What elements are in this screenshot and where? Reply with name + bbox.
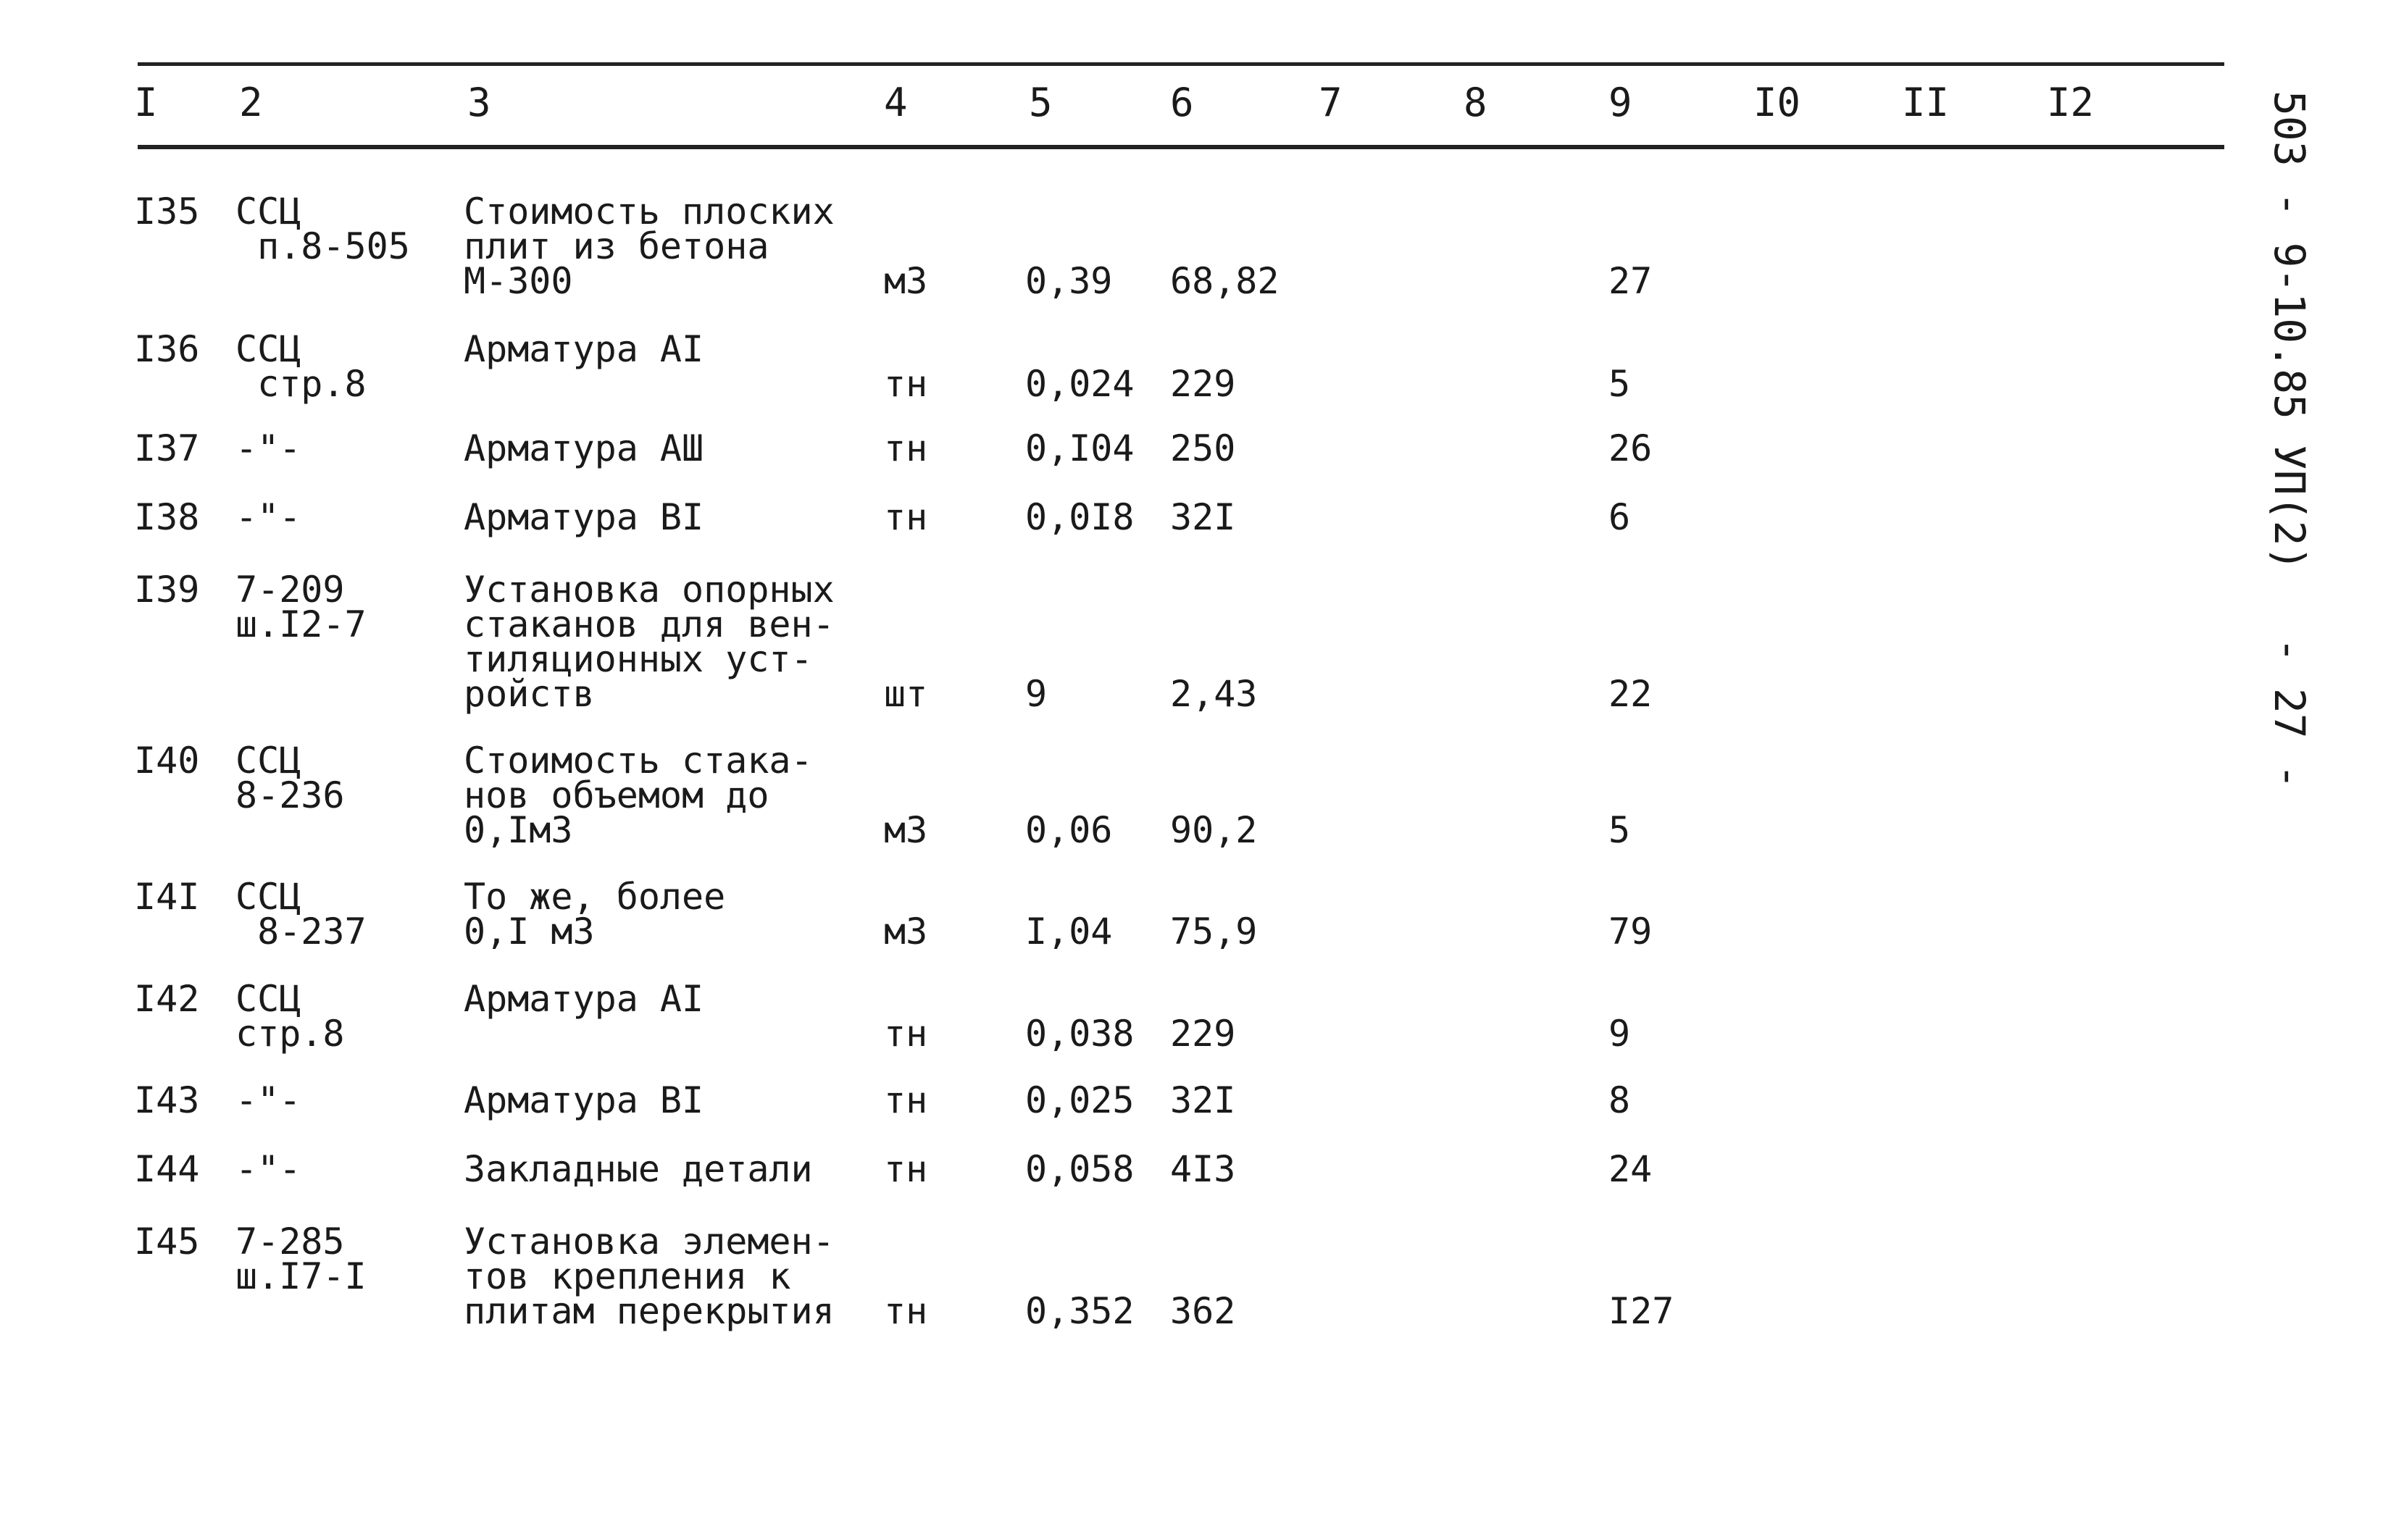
rate-reference: ССЦ стр.8	[235, 328, 367, 405]
total-cost: 27	[1608, 260, 1653, 302]
column-header-12: I2	[2047, 80, 2095, 125]
quantity: 0,025	[1025, 1079, 1135, 1121]
work-description: То же, более 0,I м3	[464, 876, 726, 953]
unit-price: 32I	[1170, 496, 1236, 538]
column-header-5: 5	[1029, 80, 1053, 125]
total-cost: 8	[1608, 1079, 1631, 1121]
work-description: Арматура ВI	[464, 1079, 704, 1121]
total-cost: 5	[1608, 809, 1631, 851]
unit: тн	[884, 1079, 928, 1121]
quantity: 9	[1025, 673, 1048, 715]
row-number: I43	[134, 1079, 200, 1121]
column-header-7: 7	[1319, 80, 1343, 125]
page-number: - 27 -	[2265, 637, 2314, 790]
work-description: Стоимость плоских плит из бетона М-300	[464, 191, 835, 302]
unit: м3	[884, 260, 928, 302]
unit-price: 4I3	[1170, 1148, 1236, 1190]
column-header-8: 8	[1464, 80, 1487, 125]
unit: тн	[884, 427, 928, 469]
row-number: I36	[134, 328, 200, 370]
unit: шт	[884, 673, 928, 715]
work-description: Арматура АШ	[464, 427, 704, 469]
row-number: I4I	[134, 876, 200, 918]
unit-price: 229	[1170, 1013, 1236, 1055]
column-header-11: II	[1902, 80, 1950, 125]
rate-reference: ССЦ п.8-505	[235, 191, 410, 267]
quantity: 0,352	[1025, 1290, 1135, 1332]
row-number: I38	[134, 496, 200, 538]
work-description: Арматура ВI	[464, 496, 704, 538]
total-cost: I27	[1608, 1290, 1674, 1332]
quantity: I,04	[1025, 911, 1113, 953]
row-number: I40	[134, 740, 200, 782]
column-header-6: 6	[1170, 80, 1194, 125]
unit-price: 68,82	[1170, 260, 1280, 302]
row-number: I42	[134, 978, 200, 1020]
work-description: Закладные детали	[464, 1148, 813, 1190]
rate-reference: ССЦ 8-236	[235, 740, 345, 816]
rate-reference: ССЦ 8-237	[235, 876, 367, 953]
quantity: 0,024	[1025, 363, 1135, 405]
rate-reference: 7-285 ш.I7-I	[235, 1221, 367, 1297]
row-number: I35	[134, 191, 200, 233]
total-cost: 79	[1608, 911, 1653, 953]
unit: тн	[884, 1013, 928, 1055]
unit: м3	[884, 911, 928, 953]
row-number: I44	[134, 1148, 200, 1190]
table-top-rule	[138, 62, 2224, 66]
total-cost: 24	[1608, 1148, 1653, 1190]
rate-reference: 7-209 ш.I2-7	[235, 569, 367, 645]
total-cost: 5	[1608, 363, 1631, 405]
unit-price: 250	[1170, 427, 1236, 469]
row-number: I45	[134, 1221, 200, 1263]
unit-price: 90,2	[1170, 809, 1258, 851]
work-description: Установка опорных стаканов для вен- тиляционных уст- ройств	[464, 569, 835, 715]
work-description: Арматура АI	[464, 978, 704, 1020]
quantity: 0,I04	[1025, 427, 1135, 469]
total-cost: 6	[1608, 496, 1631, 538]
table-header-rule	[138, 145, 2224, 149]
row-number: I39	[134, 569, 200, 611]
column-header-1: I	[134, 80, 158, 125]
total-cost: 22	[1608, 673, 1653, 715]
unit-price: 75,9	[1170, 911, 1258, 953]
unit-price: 32I	[1170, 1079, 1236, 1121]
column-header-3: 3	[467, 80, 491, 125]
total-cost: 26	[1608, 427, 1653, 469]
work-description: Стоимость стака- нов объемом до 0,Iм3	[464, 740, 813, 851]
unit-price: 2,43	[1170, 673, 1258, 715]
work-description: Арматура АI	[464, 328, 704, 370]
quantity: 0,39	[1025, 260, 1113, 302]
rate-reference: -"-	[235, 1148, 301, 1190]
rate-reference: ССЦ стр.8	[235, 978, 345, 1055]
quantity: 0,038	[1025, 1013, 1135, 1055]
rate-reference: -"-	[235, 427, 301, 469]
total-cost: 9	[1608, 1013, 1631, 1055]
unit: тн	[884, 496, 928, 538]
rate-reference: -"-	[235, 1079, 301, 1121]
unit: тн	[884, 1148, 928, 1190]
unit-price: 229	[1170, 363, 1236, 405]
quantity: 0,058	[1025, 1148, 1135, 1190]
document-code: 503 - 9-10.85 УП(2)	[2265, 91, 2314, 572]
rate-reference: -"-	[235, 496, 301, 538]
unit-price: 362	[1170, 1290, 1236, 1332]
unit: тн	[884, 363, 928, 405]
work-description: Установка элемен- тов крепления к плитам перекрытия	[464, 1221, 835, 1332]
unit: м3	[884, 809, 928, 851]
column-header-10: I0	[1753, 80, 1801, 125]
unit: тн	[884, 1290, 928, 1332]
column-header-9: 9	[1608, 80, 1632, 125]
row-number: I37	[134, 427, 200, 469]
quantity: 0,06	[1025, 809, 1113, 851]
quantity: 0,0I8	[1025, 496, 1135, 538]
column-header-2: 2	[239, 80, 263, 125]
column-header-4: 4	[884, 80, 908, 125]
